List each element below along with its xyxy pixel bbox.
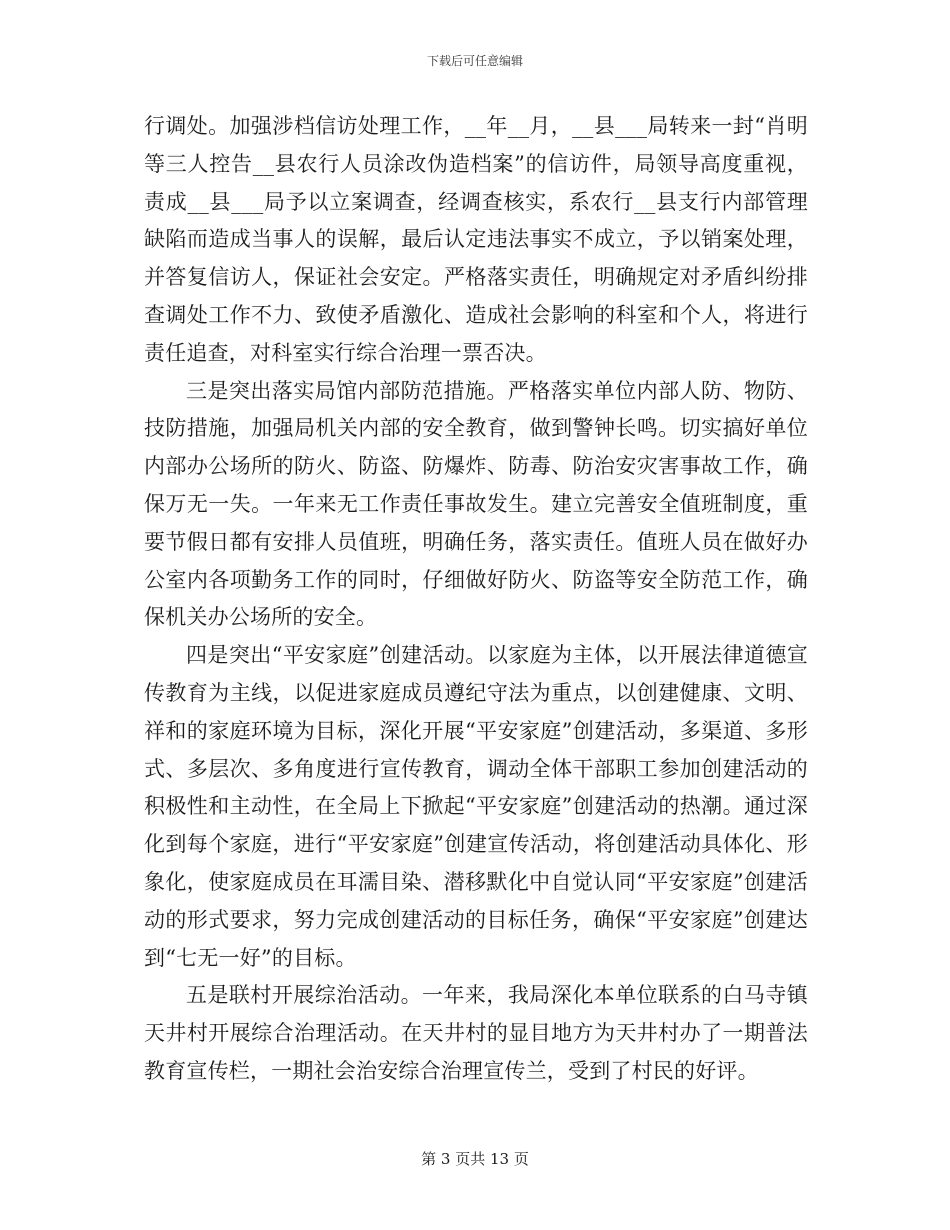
document-body [144,108,808,1091]
paragraph-continuation: 行调处。加强涉档信访处理工作，__年__月，__县___局转来一封“肖明等三人控告__县农行人员涂改伪造档案”的信访件，局领导高度重视，责成__县___局予以立案调查，经调查核实，系农行__县支行内部管理缺陷而造成当事人的误解，最后认定违法事实不成立，予以销案处理，并答复信访人，保证社会安定。严格落实责任，明确规定对矛盾纠纷排查调处工作不力、致使矛盾激化、造成社会影响的科室和个人，将进行责任追查，对科室实行综合治理一票否决。 [144,114,808,365]
paragraph-internal-security: 三是突出落实局馆内部防范措施。严格落实单位内部人防、物防、技防措施，加强局机关内部的安全教育，做到警钟长鸣。切实搞好单位内部办公场所的防火、防盗、防爆炸、防毒、防治安灾害事故工作，确保万无一失。一年来无工作责任事故发生。建立完善安全值班制度，重要节假日都有安排人员值班，明确任务，落实责任。值班人员在做好办公室内各项勤务工作的同时，仔细做好防火、防盗等安全防范工作，确保机关办公场所的安全。 [144,378,808,630]
paragraph-safe-family: 四是突出“平安家庭”创建活动。以家庭为主体，以开展法律道德宣传教育为主线，以促进家庭成员遵纪守法为重点，以创建健康、文明、祥和的家庭环境为目标，深化开展“平安家庭”创建活动，多渠道、多形式、多层次、多角度进行宣传教育，调动全体干部职工参加创建活动的积极性和主动性，在全局上下掀起“平安家庭”创建活动的热潮。通过深化到每个家庭，进行“平安家庭”创建宣传活动，将创建活动具体化、形象化，使家庭成员在耳濡目染、潜移默化中自觉认同“平安家庭”创建活动的形式要求，努力完成创建活动的目标任务，确保“平安家庭”创建达到“七无一好”的目标。 [144,643,808,970]
page-number: 第 3 页共 13 页 [421,1150,529,1168]
paragraph-village-activity: 五是联村开展综治活动。一年来，我局深化本单位联系的白马寺镇天井村开展综合治理活动。在天井村的显目地方为天井村办了一期普法教育宣传栏，一期社会治安综合治理宣传兰，受到了村民的好评。 [144,983,808,1083]
header-note: 下载后可任意编辑 [426,54,523,68]
